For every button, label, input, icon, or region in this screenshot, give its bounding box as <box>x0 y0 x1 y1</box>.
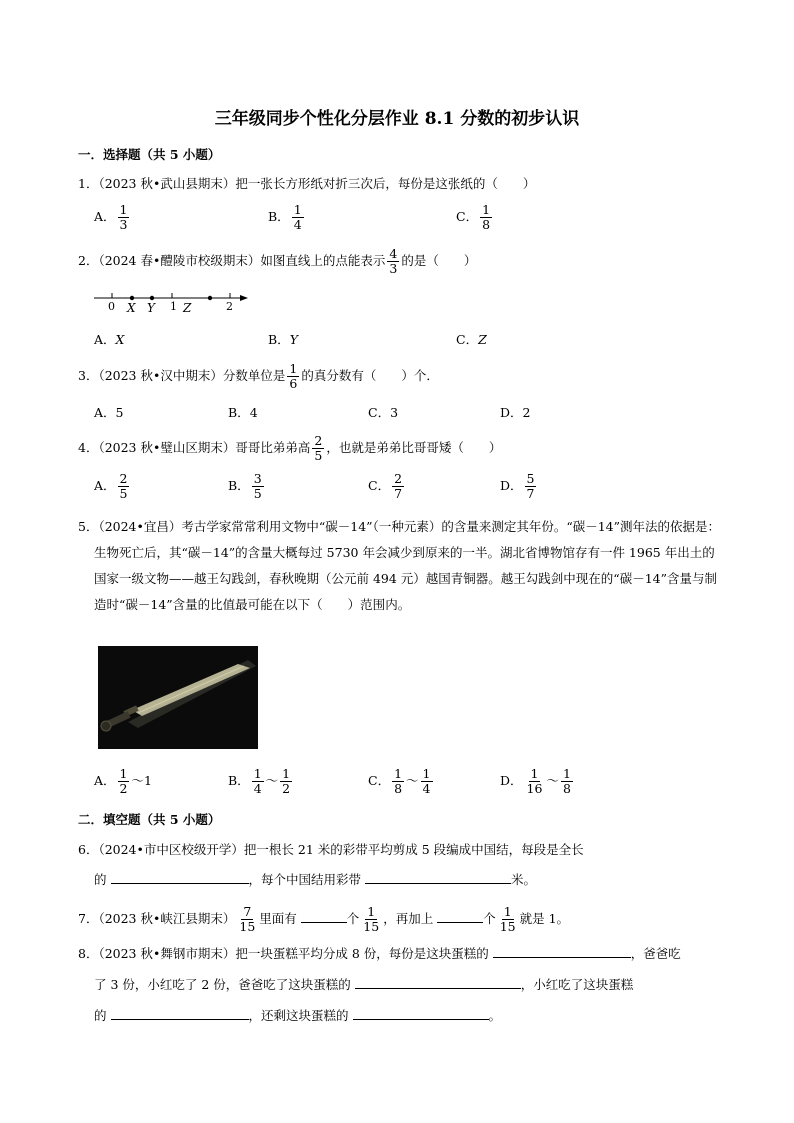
fraction: $\frac{1}{4}$ <box>422 766 431 796</box>
question-2-text: 2．（2024 春•醴陵市校级期末）如图直线上的点能表示 $\frac{4}{3}$ 的是（ ） <box>78 246 477 276</box>
fraction: $\frac{1}{15}$ <box>363 904 380 934</box>
question-5-text: 5．（2024•宜昌）考古学家常常利用文物中“碳－14”（一种元素）的含量来测定其年份。“碳－14”测年法的依据是：生物死亡后，其“碳－14”的含量大概每过 5730 年会减少到原来的一半。湖北省博物馆存有一件 1965 年出土的国家一级文物——越王勾践剑，春秋晚期（公元前 494 元）越国青铜器。越王勾践剑中现在的“碳－14”含量与制造时“碳－14”含量的比值最可能在以下（ ）范围内。 <box>78 519 721 612</box>
fraction: $\frac{1}{4}$ <box>253 766 262 796</box>
fraction: $\frac{2}{5}$ <box>119 471 128 501</box>
fraction: $\frac{1}{3}$ <box>119 202 128 232</box>
question-6-line2: 的 ，每个中国结用彩带 米。 <box>94 872 537 887</box>
q1-option-b[interactable]: B． $\frac{1}{4}$ <box>268 202 302 232</box>
point-x <box>130 296 134 300</box>
fraction: $\frac{2}{7}$ <box>394 471 403 501</box>
q3-option-a[interactable]: A．5 <box>94 405 124 420</box>
fraction: $\frac{5}{7}$ <box>526 471 535 501</box>
fraction: $\frac{1}{8}$ <box>562 766 571 796</box>
q4-option-d[interactable]: D． $\frac{5}{7}$ <box>500 471 535 501</box>
q3-option-c[interactable]: C．3 <box>368 405 399 420</box>
fraction: $\frac{1}{8}$ <box>394 766 403 796</box>
label-two: 2 <box>226 300 233 313</box>
point-y <box>150 296 154 300</box>
fraction: $\frac{4}{3}$ <box>389 246 398 276</box>
fraction: $\frac{3}{5}$ <box>253 471 262 501</box>
question-8-line3: 的 ，还剩这块蛋糕的 。 <box>94 1008 502 1023</box>
arrow-head <box>240 295 248 301</box>
label-y: Y <box>147 301 155 315</box>
q2-option-a[interactable]: A．X <box>94 332 125 347</box>
fraction: $\frac{1}{6}$ <box>289 361 298 391</box>
section-fill-heading: 二．填空题（共 5 小题） <box>78 812 221 827</box>
answer-blank[interactable] <box>355 976 521 989</box>
section-choice-heading: 一．选择题（共 5 小题） <box>78 147 221 162</box>
question-6-line1: 6．（2024•市中区校级开学）把一根长 21 米的彩带平均剪成 5 段编成中国结，每段是全长 <box>78 842 584 857</box>
answer-blank[interactable] <box>437 910 483 923</box>
fraction: $\frac{1}{16}$ <box>526 766 543 796</box>
answer-blank[interactable] <box>111 871 249 884</box>
q4-option-b[interactable]: B． $\frac{3}{5}$ <box>228 471 262 501</box>
answer-blank[interactable] <box>301 910 347 923</box>
question-1-text: 1．（2023 秋•武山县期末）把一张长方形纸对折三次后，每份是这张纸的（ ） <box>78 176 536 191</box>
q3-option-d[interactable]: D．2 <box>500 405 531 420</box>
answer-blank[interactable] <box>365 871 511 884</box>
fraction: $\frac{1}{2}$ <box>282 766 291 796</box>
q5-option-d[interactable]: D． $\frac{1}{16}$ ～ $\frac{1}{8}$ <box>500 766 571 796</box>
q4-option-c[interactable]: C． $\frac{2}{7}$ <box>368 471 403 501</box>
q4-option-a[interactable]: A． $\frac{2}{5}$ <box>94 471 128 501</box>
label-zero: 0 <box>108 300 115 313</box>
q3-option-b[interactable]: B．4 <box>228 405 258 420</box>
q5-option-c[interactable]: C． $\frac{1}{8}$ ～ $\frac{1}{4}$ <box>368 766 431 796</box>
question-7-text: 7．（2023 秋•峡江县期末） $\frac{7}{15}$ 里面有 个 $\frac{1}{15}$ ，再加上 个 $\frac{1}{15}$ 就是 1。 <box>78 904 570 934</box>
answer-blank[interactable] <box>111 1007 249 1020</box>
answer-blank[interactable] <box>493 945 631 958</box>
question-4-text: 4．（2023 秋•璧山区期末）哥哥比弟弟高 $\frac{2}{5}$ ，也就是弟弟比哥哥矮（ ） <box>78 433 502 463</box>
label-z: Z <box>183 301 192 315</box>
fraction: $\frac{1}{15}$ <box>499 904 516 934</box>
q1-option-a[interactable]: A． $\frac{1}{3}$ <box>94 202 128 232</box>
point-z <box>208 296 212 300</box>
label-x: X <box>127 301 136 315</box>
fraction: $\frac{1}{2}$ <box>119 766 128 796</box>
question-3-text: 3．（2023 秋•汉中期末）分数单位是 $\frac{1}{6}$ 的真分数有（ ）个． <box>78 361 439 391</box>
q5-option-b[interactable]: B． $\frac{1}{4}$ ～ $\frac{1}{2}$ <box>228 766 291 796</box>
fraction: $\frac{7}{15}$ <box>239 904 256 934</box>
label-one: 1 <box>170 300 177 313</box>
question-8-line1: 8．（2023 秋•舞钢市期末）把一块蛋糕平均分成 8 份，每份是这块蛋糕的 ，爸爸吃 <box>78 946 681 961</box>
q2-option-b[interactable]: B．Y <box>268 332 298 347</box>
fraction: $\frac{2}{5}$ <box>314 433 323 463</box>
question-8-line2: 了 3 份，小红吃了 2 份，爸爸吃了这块蛋糕的 ，小红吃了这块蛋糕 <box>94 977 634 992</box>
q1-option-c[interactable]: C． $\frac{1}{8}$ <box>456 202 491 232</box>
number-line-figure <box>92 288 252 316</box>
q2-option-c[interactable]: C．Z <box>456 332 487 347</box>
fraction: $\frac{1}{4}$ <box>293 202 302 232</box>
q5-option-a[interactable]: A． $\frac{1}{2}$ ～1 <box>94 766 152 796</box>
page-title: 三年级同步个性化分层作业 8.1 分数的初步认识 <box>214 109 580 129</box>
answer-blank[interactable] <box>353 1007 489 1020</box>
fraction: $\frac{1}{8}$ <box>482 202 491 232</box>
sword-photo <box>98 646 258 749</box>
